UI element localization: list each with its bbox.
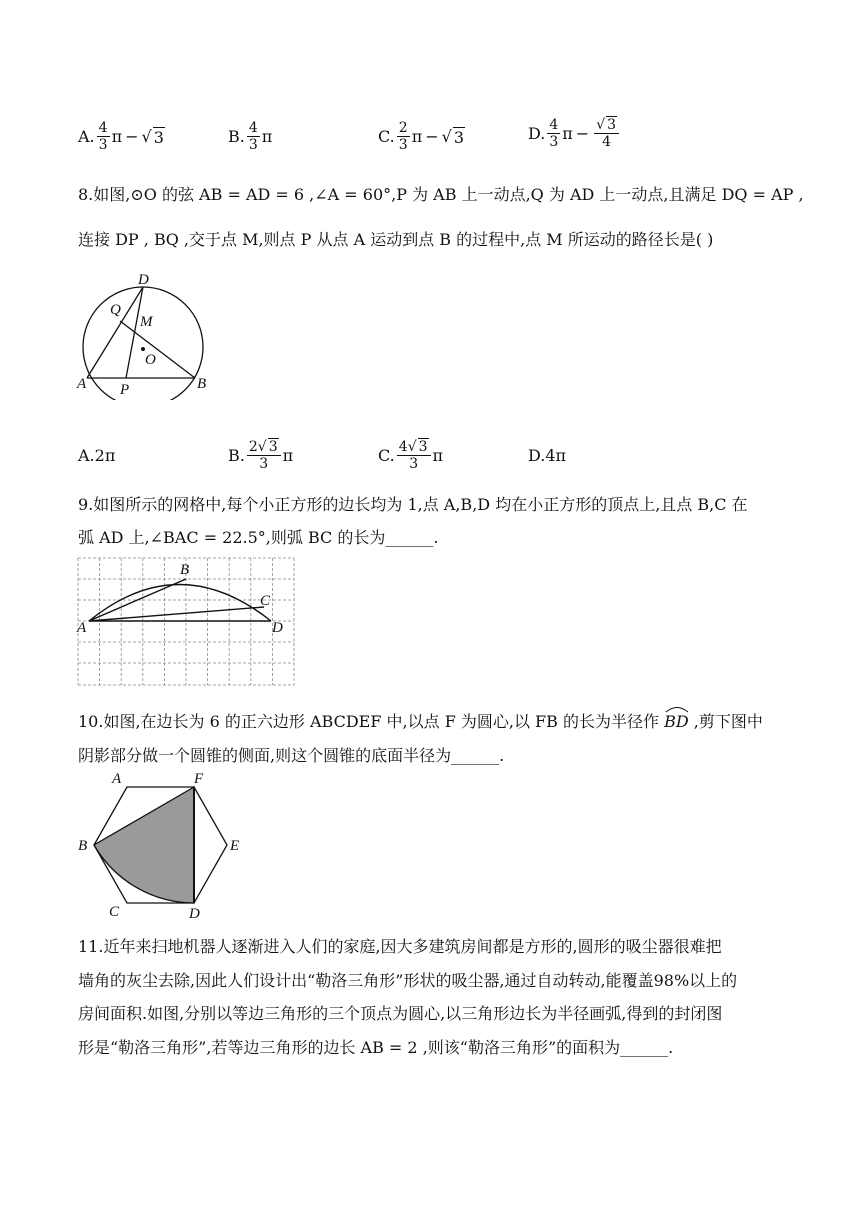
q7-option-d [528,116,621,150]
option-value: 2π [94,446,116,465]
label-q: Q [110,302,121,318]
q11-line-2: 墙角的灰尘去除,因此人们设计出“勒洛三角形”形状的吸尘器,通过自动转动,能覆盖98%以上的 [78,971,738,990]
option-label: C. [378,445,395,465]
q11-line-3: 房间面积.如图,分别以等边三角形的三个顶点为圆心,以三角形边长为半径画弧,得到的封闭图 [78,1004,723,1023]
denominator: 4 [602,134,612,150]
label-c: C [260,593,271,609]
center-point [141,347,145,351]
arc-label: BD [664,712,689,731]
minus-sign: − [125,127,139,146]
label-o: O [145,352,156,368]
pi-symbol: π [282,445,294,465]
label-d: D [189,906,200,920]
q10-line-1-text: 10.如图,在边长为 6 的正六边形 ABCDEF 中,以点 F 为圆心,以 FB 的长为半径作 [78,712,659,731]
label-m: M [140,314,153,330]
q8-option-c [378,438,443,472]
q10-figure [74,768,254,920]
denominator: 3 [248,137,258,153]
arc-notation [664,712,689,732]
radical-sign: √ [141,127,152,146]
shaded-sector [94,787,194,903]
numerator [247,438,281,456]
arc-symbol [664,705,690,713]
fraction [247,120,260,153]
q10-line-1-tail: ,剪下图中 [693,712,763,731]
numerator: 4 [248,120,258,136]
minus-sign: − [425,127,439,146]
q8-figure [70,268,220,400]
fraction [97,120,110,153]
radicand: 3 [153,127,164,147]
q9-figure [74,556,298,690]
label-e: E [230,838,240,854]
label-d: D [272,620,283,636]
pi-symbol: π [111,127,123,146]
radicand: 3 [607,117,617,133]
q7-option-b [228,120,272,153]
option-value: 4π [545,446,567,465]
label-a: A [77,376,87,392]
label-a: A [77,620,87,636]
pi-symbol: π [261,127,273,146]
coefficient: 2 [248,439,258,455]
label-p: P [120,382,130,398]
pi-symbol: π [411,127,423,146]
fraction [397,438,431,472]
label-c: C [109,904,120,920]
q11-line-1: 11.近年来扫地机器人逐渐进入人们的家庭,因大多建筑房间都是方形的,圆形的吸尘器很难把 [78,937,722,956]
label-a: A [112,771,122,787]
radical-sign: √ [257,439,267,455]
coefficient: 4 [398,439,408,455]
q8-option-d [528,446,566,465]
q8-option-b [228,438,293,472]
option-label: A. [78,127,95,146]
q9-line-1: 9.如图所示的网格中,每个小正方形的边长均为 1,点 A,B,D 均在小正方形的顶点上,且点 B,C 在 [78,495,748,514]
q7-option-c [378,120,465,153]
label-d: D [138,272,149,288]
q8-option-a [78,446,115,465]
fraction [247,438,281,472]
q8-line-2: 连接 DP , BQ ,交于点 M,则点 P 从点 A 运动到点 B 的过程中,点 M 所运动的路径长是( ) [78,230,714,249]
option-label: B. [228,127,245,146]
minus-sign: − [575,123,590,143]
q10-line-1 [78,712,763,732]
numerator: 4 [549,116,559,133]
q8-line-1: 8.如图,⊙O 的弦 AB = AD = 6 ,∠A = 60°,P 为 AB 上一动点,Q 为 AD 上一动点,且满足 DQ = AP , [78,185,804,204]
denominator: 3 [398,137,408,153]
label-f: F [194,771,204,787]
option-label: D. [528,446,546,465]
radical-sign: √ [596,117,606,133]
option-label: B. [228,445,245,465]
fraction [594,116,619,150]
fraction [397,120,410,153]
radical-sign: √ [407,439,417,455]
circle-o [83,287,203,400]
numerator: 2 [398,120,408,136]
denominator: 3 [549,133,559,150]
denominator: 3 [409,456,419,472]
option-label: A. [78,446,95,465]
numerator [594,116,619,134]
q9-line-2: 弧 AD 上,∠BAC = 22.5°,则弧 BC 的长为______. [78,528,439,547]
label-b: B [180,562,190,578]
q7-option-a [78,120,165,153]
pi-symbol: π [562,123,573,143]
denominator: 3 [259,456,269,472]
q11-line-4: 形是“勒洛三角形”,若等边三角形的边长 AB = 2 ,则该“勒洛三角形”的面积为______. [78,1038,674,1057]
option-label: D. [528,123,546,143]
radicand: 3 [453,127,464,147]
label-b: B [197,376,207,392]
numerator: 4 [98,120,108,136]
radicand: 3 [268,439,278,455]
numerator [397,438,431,456]
radical-sign: √ [441,127,452,146]
pi-symbol: π [432,445,444,465]
radicand: 3 [418,439,428,455]
option-label: C. [378,127,395,146]
q10-line-2: 阴影部分做一个圆锥的侧面,则这个圆锥的底面半径为______. [78,746,505,765]
denominator: 3 [98,137,108,153]
fraction [547,117,560,150]
label-b: B [78,838,88,854]
arc-ad [89,585,271,622]
